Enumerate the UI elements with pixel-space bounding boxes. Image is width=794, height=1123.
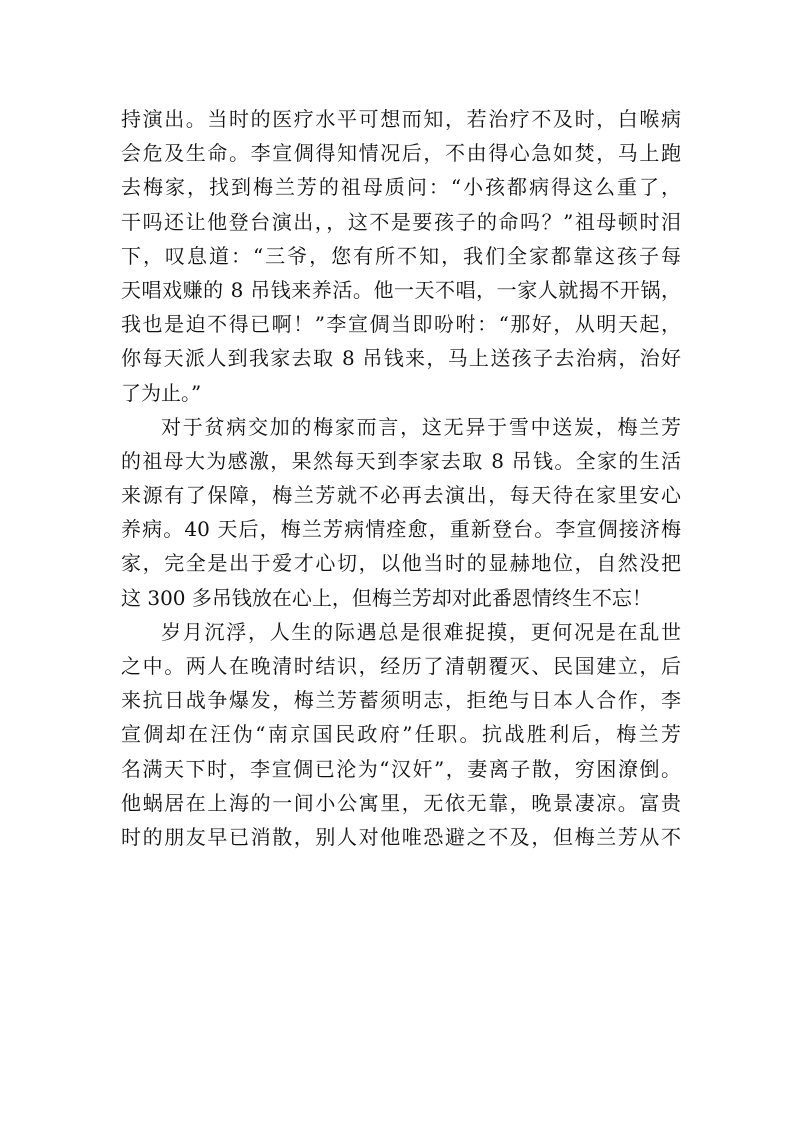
text-line: 之中。两人在晚清时结识，经历了清朝覆灭、民国建立，后 xyxy=(121,654,681,678)
text-line: 了为止。” xyxy=(121,380,202,405)
text-line: 名满天下时，李宣倜已沦为“汉奸”，妻离子散，穷困潦倒。 xyxy=(121,756,681,781)
text-line: 家，完全是出于爱才心切，以他当时的显赫地位，自然没把 xyxy=(121,551,681,576)
text-line: 会危及生命。李宣倜得知情况后，不由得心急如焚，马上跑 xyxy=(121,141,681,166)
text-line: 我也是迫不得已啊！”李宣倜当即吩咐：“那好，从明天起， xyxy=(121,312,681,337)
text-line: 你每天派人到我家去取 8 吊钱来，马上送孩子去治病，治好 xyxy=(121,346,681,371)
text-line: 天唱戏赚的 8 吊钱来养活。他一天不唱，一家人就揭不开锅， xyxy=(121,277,681,302)
text-line: 的祖母大为感激，果然每天到李家去取 8 吊钱。全家的生活 xyxy=(121,448,681,473)
text-line: 干吗还让他登台演出，，这不是要孩子的命吗？”祖母顿时泪 xyxy=(121,209,681,234)
text-line: 他蜗居在上海的一间小公寓里，无依无靠，晚景凄凉。富贵 xyxy=(121,790,681,815)
text-line: 时的朋友早已消散，别人对他唯恐避之不及，但梅兰芳从不 xyxy=(121,824,681,849)
body-text xyxy=(121,102,681,854)
text-line: 这 300 多吊钱放在心上，但梅兰芳却对此番恩情终生不忘！ xyxy=(121,585,652,610)
text-line: 去梅家，找到梅兰芳的祖母质问：“小孩都病得这么重了， xyxy=(121,175,681,200)
text-line: 岁月沉浮，人生的际遇总是很难捉摸，更何况是在乱世 xyxy=(161,619,681,644)
text-line: 对于贫病交加的梅家而言，这无异于雪中送炭，梅兰芳 xyxy=(161,414,681,439)
text-line: 来抗日战争爆发，梅兰芳蓄须明志，拒绝与日本人合作，李 xyxy=(121,688,681,713)
text-line: 养病。40 天后，梅兰芳病情痊愈，重新登台。李宣倜接济梅 xyxy=(121,517,681,542)
text-line: 来源有了保障，梅兰芳就不必再去演出，每天待在家里安心 xyxy=(121,483,681,508)
text-line: 下，叹息道：“三爷，您有所不知，我们全家都靠这孩子每 xyxy=(121,243,681,268)
text-line: 持演出。当时的医疗水平可想而知，若治疗不及时，白喉病 xyxy=(121,107,681,131)
text-line: 宣倜却在汪伪“南京国民政府”任职。抗战胜利后，梅兰芳 xyxy=(121,722,681,747)
